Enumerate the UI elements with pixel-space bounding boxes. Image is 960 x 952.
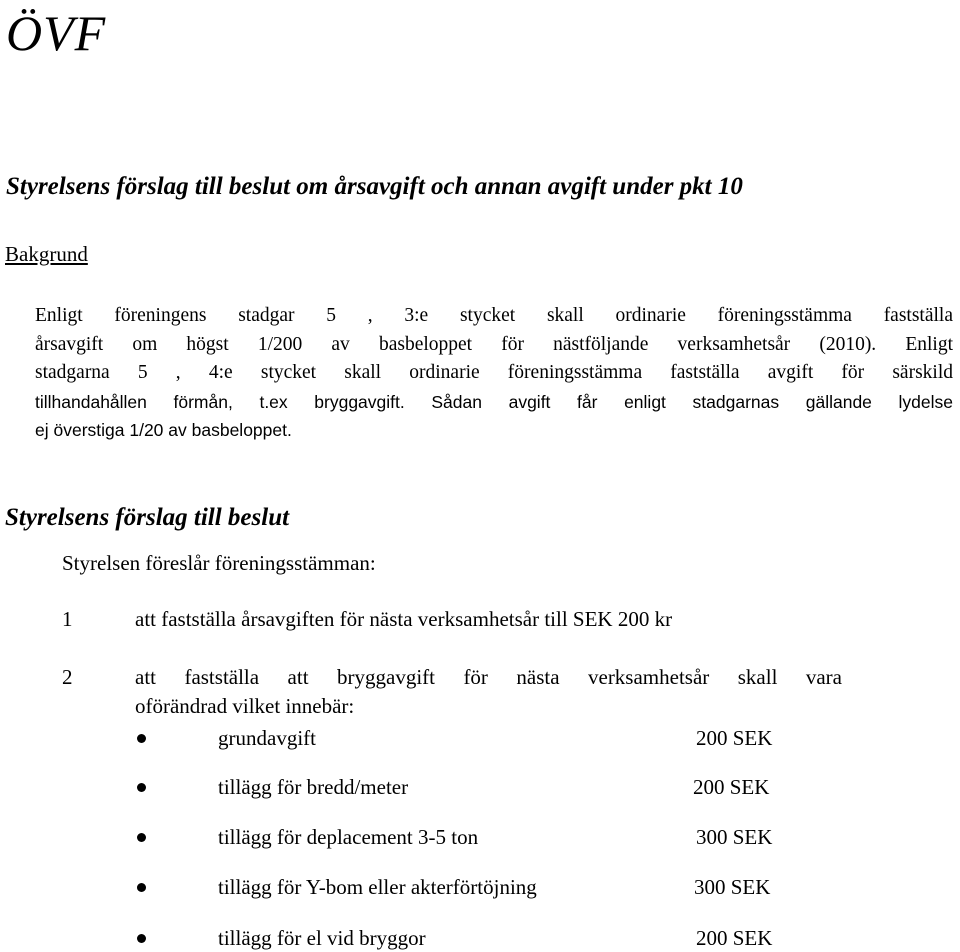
item-line: oförändrad vilket innebär:	[135, 694, 355, 718]
paragraph-line: stadgarna 5 , 4:e stycket skall ordinarie föreningsstämma fastställa avgift för särskild	[35, 362, 953, 383]
paragraph-line: årsavgift om högst 1/200 av basbeloppet för nästföljande verksamhetsår (2010). Enligt	[35, 333, 953, 355]
fee-value: 300 SEK	[696, 825, 773, 849]
paragraph-line: Enligt föreningens stadgar 5 , 3:e stycket skall ordinarie föreningsstämma fastställa	[35, 305, 953, 326]
bullet-icon	[137, 934, 146, 943]
paragraph-line: tillhandahållen förmån, t.ex bryggavgift. Sådan avgift får enligt stadgarnas gällande lydelse	[35, 391, 953, 412]
fee-value: 200 SEK	[696, 926, 773, 950]
item-line: att fastställa att bryggavgift för nästa verksamhetsår skall vara	[135, 665, 842, 689]
association-logo: ÖVF	[6, 5, 107, 61]
bullet-icon	[137, 734, 146, 743]
fee-value: 200 SEK	[696, 726, 773, 750]
fee-label: tillägg för deplacement 3-5 ton	[218, 825, 479, 849]
item-text	[135, 663, 842, 721]
proposal-heading: Styrelsens förslag till beslut	[5, 504, 290, 531]
fee-label: tillägg för el vid bryggor	[218, 926, 426, 950]
background-heading: Bakgrund	[5, 242, 88, 266]
proposal-intro: Styrelsen föreslår föreningsstämman:	[62, 551, 376, 575]
item-text: att fastställa årsavgiften för nästa verksamhetsår till SEK 200 kr	[135, 607, 673, 631]
item-number: 2	[62, 665, 73, 689]
fee-label: tillägg för bredd/meter	[218, 775, 409, 799]
bullet-icon	[137, 783, 146, 792]
fee-label: tillägg för Y-bom eller akterförtöjning	[218, 875, 537, 899]
fee-value: 300 SEK	[694, 875, 771, 899]
fee-value: 200 SEK	[693, 775, 770, 799]
fee-label: grundavgift	[218, 726, 316, 750]
item-number: 1	[62, 607, 73, 631]
background-paragraph	[35, 302, 953, 445]
bullet-icon	[137, 833, 146, 842]
document-title: Styrelsens förslag till beslut om årsavgift och annan avgift under pkt 10	[6, 173, 743, 200]
bullet-icon	[137, 883, 146, 892]
paragraph-line: ej överstiga 1/20 av basbeloppet.	[35, 420, 292, 440]
